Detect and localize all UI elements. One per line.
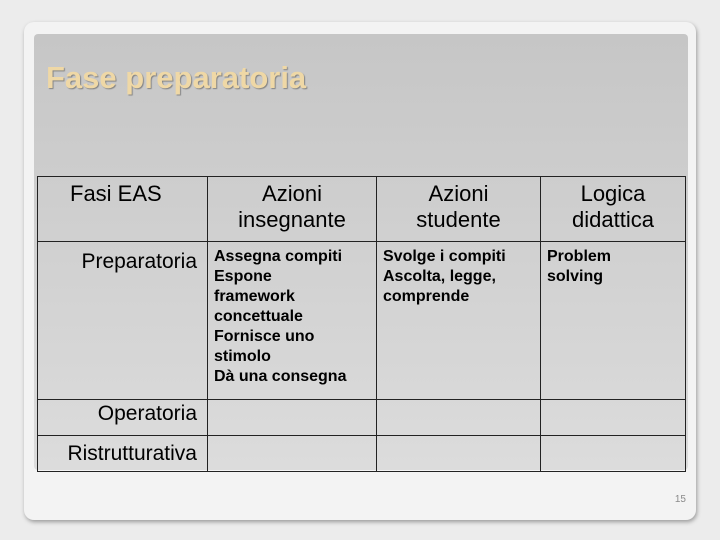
empty-cell [208, 400, 377, 436]
header-azioni-insegnante [208, 177, 377, 242]
teacher-action: Fornisce uno [214, 328, 315, 345]
header-azioni-insegnante-label: Azioni insegnante [238, 181, 346, 232]
header-fasi-eas: Fasi EAS [38, 177, 208, 242]
didactic-logic-cell [541, 242, 686, 400]
table-row [38, 242, 686, 400]
phase-preparatoria: Preparatoria [38, 242, 208, 400]
student-action: Ascolta, legge, [383, 268, 496, 285]
empty-cell [377, 436, 541, 472]
teacher-actions-cell [208, 242, 377, 400]
empty-cell [208, 436, 377, 472]
teacher-action: Assegna compiti [214, 248, 343, 265]
page-number: 15 [674, 494, 686, 505]
teacher-action: concettuale [214, 308, 303, 325]
phase-ristrutturativa: Ristrutturativa [38, 436, 208, 472]
empty-cell [541, 400, 686, 436]
table-row [38, 436, 686, 472]
student-action: Svolge i compiti [383, 248, 506, 265]
table-row [38, 400, 686, 436]
empty-cell [377, 400, 541, 436]
slide-title: Fase preparatoria [46, 60, 307, 95]
header-azioni-studente-label: Azioni studente [416, 181, 501, 232]
teacher-action: Espone [214, 268, 272, 285]
teacher-action: stimolo [214, 348, 271, 365]
didactic-logic-text: Problem [547, 248, 612, 265]
phase-operatoria: Operatoria [38, 400, 208, 436]
header-azioni-studente [377, 177, 541, 242]
student-action: comprende [383, 288, 470, 305]
header-logica-didattica [541, 177, 686, 242]
teacher-action: Dà una consegna [214, 368, 347, 385]
didactic-logic-text: solving [547, 268, 604, 285]
student-actions-cell [377, 242, 541, 400]
header-logica-didattica-label: Logica didattica [572, 181, 654, 232]
eas-phases-table [37, 176, 686, 472]
empty-cell [541, 436, 686, 472]
table-header-row [38, 177, 686, 242]
teacher-action: framework [214, 288, 295, 305]
